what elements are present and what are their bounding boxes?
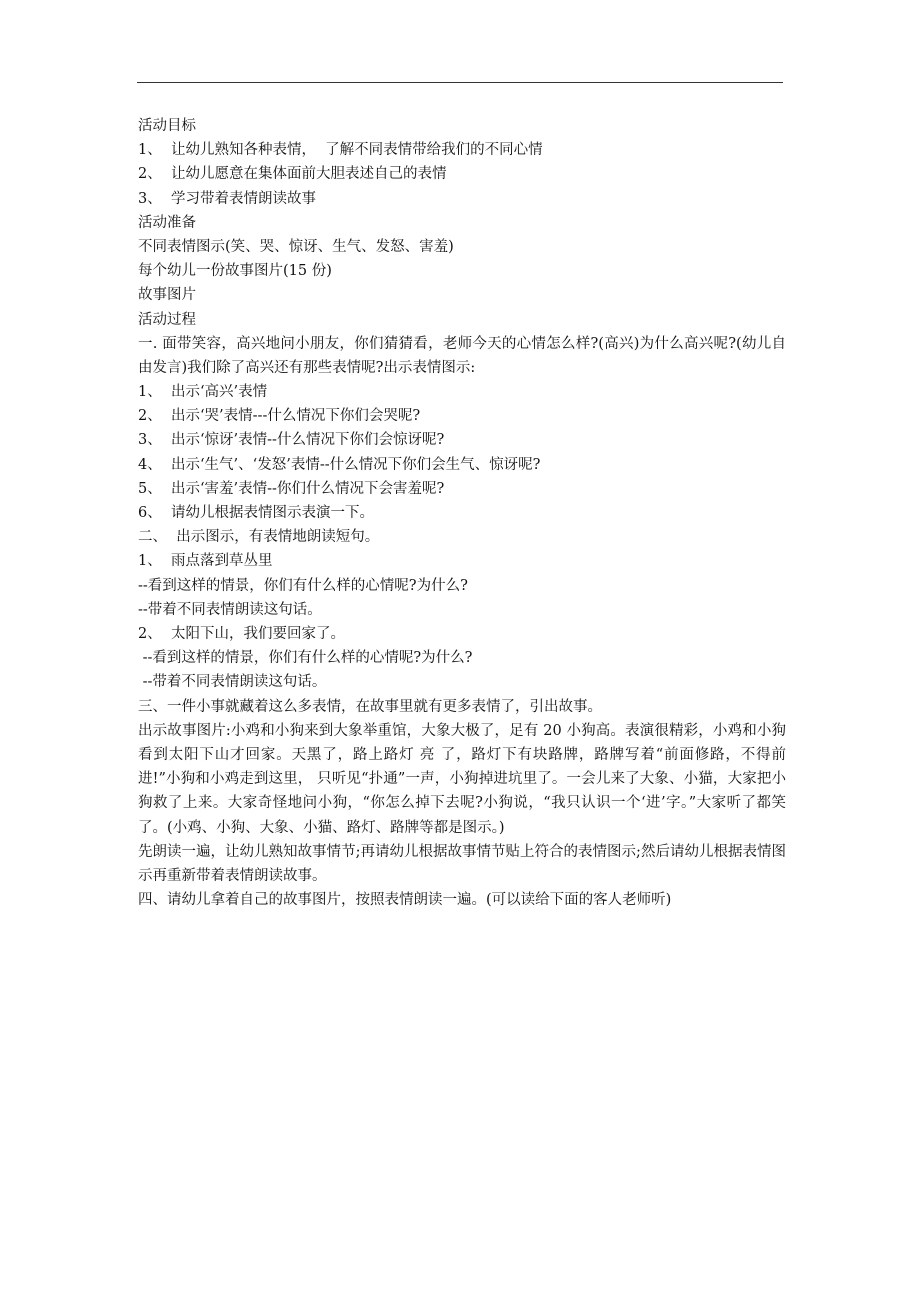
preparation-item-1: 不同表情图示(笑、哭、惊讶、生气、发怒、害羞) [138,238,454,255]
header-rule [137,82,783,83]
sentence-item-1-read: --带着不同表情朗读这句话。 [138,601,322,618]
expression-item-3: 3、 出示‘惊讶’表情--什么情况下你们会惊讶呢? [138,432,445,449]
goal-item-3: 3、 学习带着表情朗读故事 [138,190,316,207]
sentence-item-2-question: --看到这样的情景，你们有什么样的心情呢?为什么? [138,650,473,667]
process-step-2: 二、 出示图示，有表情地朗读短句。 [138,529,380,546]
reading-instructions: 先朗读一遍，让幼儿熟知故事情节;再请幼儿根据故事情节贴上符合的表情图示;然后请幼儿根据表情图示再重新带着表情朗读故事。 [138,843,786,884]
expression-item-1: 1、 出示‘高兴’表情 [138,384,268,401]
section-heading-process: 活动过程 [138,311,196,328]
goal-item-1: 1、 让幼儿熟知各种表情， 了解不同表情带给我们的不同心情 [138,142,543,159]
section-heading-preparation: 活动准备 [138,214,196,231]
preparation-item-3: 故事图片 [138,287,196,304]
preparation-item-2: 每个幼儿一份故事图片(15 份) [138,263,332,280]
expression-item-4: 4、 出示‘生气’、‘发怒’表情--什么情况下你们会生气、惊讶呢? [138,456,541,473]
section-heading-goals: 活动目标 [138,118,196,134]
expression-item-6: 6、 请幼儿根据表情图示表演一下。 [138,505,374,522]
sentence-item-1-question: --看到这样的情景，你们有什么样的心情呢?为什么? [138,577,468,594]
document-body [138,114,786,912]
process-step-4: 四、请幼儿拿着自己的故事图片，按照表情朗读一遍。(可以读给下面的客人老师听) [138,892,672,909]
process-step-3: 三、一件小事就藏着这么多表情，在故事里就有更多表情了，引出故事。 [138,698,602,715]
story-paragraph: 出示故事图片:小鸡和小狗来到大象举重馆，大象大极了，足有 20 小狗高。表演很精彩，小鸡和小狗看到太阳下山才回家。天黑了，路上路灯 亮 了，路灯下有块路牌，路牌写着“前面修路，不得前进!”小狗和小鸡走到这里， 只听见“扑通”一声，小狗掉进坑里了。一会儿来了大象、小猫，大家把小狗救了上来。大家奇怪地问小狗，“你怎么掉下去呢?小狗说，“我只认识一个‘进’字。”大家听了都笑了。(小鸡、小狗、大象、小猫、路灯、路牌等都是图示。) [138,722,786,836]
process-step-1-intro: 一. 面带笑容，高兴地问小朋友，你们猜猜看，老师今天的心情怎么样?(高兴)为什么高兴呢?(幼儿自由发言)我们除了高兴还有那些表情呢?出示表情图示: [138,335,786,376]
goal-item-2: 2、 让幼儿愿意在集体面前大胆表述自己的表情 [138,166,447,183]
expression-item-5: 5、 出示‘害羞’表情--你们什么情况下会害羞呢? [138,480,445,497]
sentence-item-2: 2、 太阳下山，我们要回家了。 [138,625,345,642]
sentence-item-1: 1、 雨点落到草丛里 [138,553,273,570]
sentence-item-2-read: --带着不同表情朗读这句话。 [138,674,327,691]
expression-item-2: 2、 出示‘哭’表情---什么情况下你们会哭呢? [138,408,421,425]
